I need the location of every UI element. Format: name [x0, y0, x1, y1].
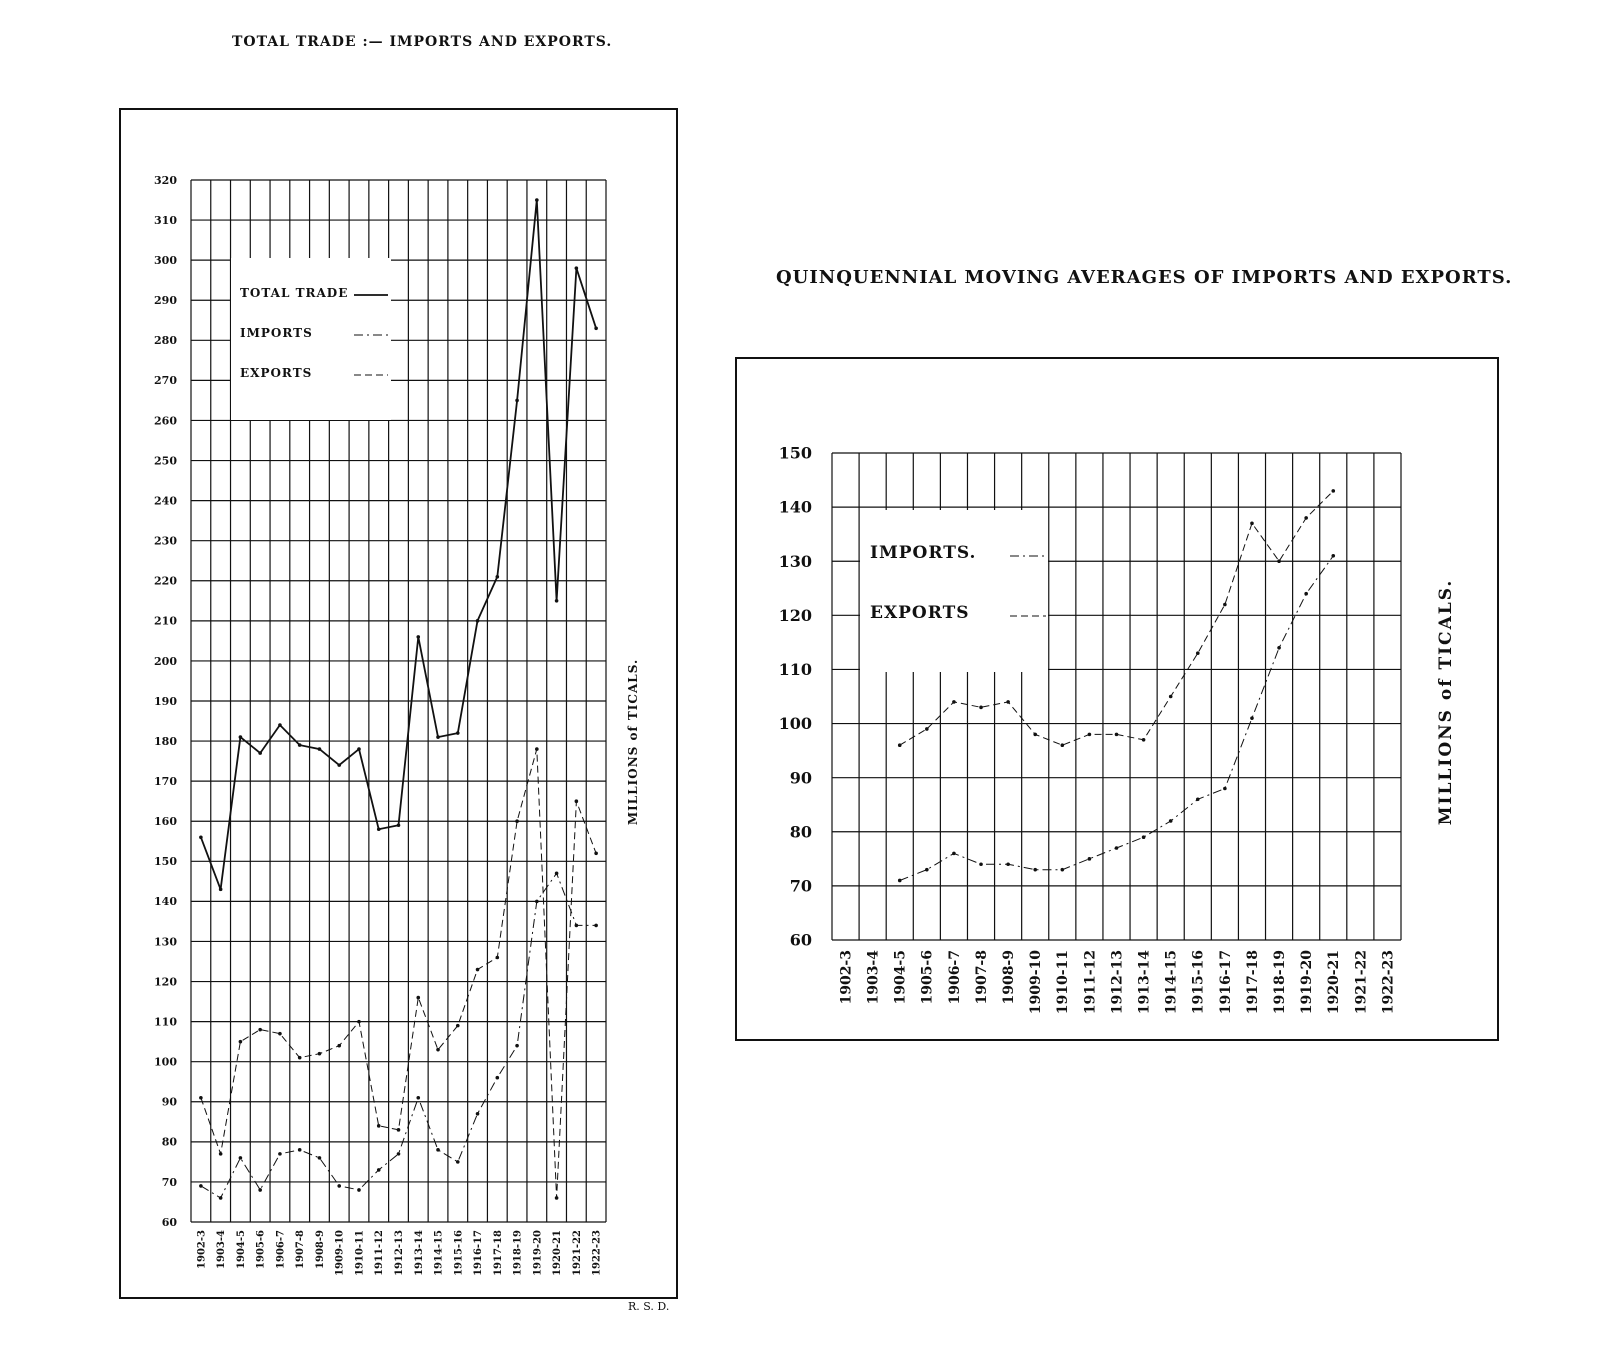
y-tick-label: 270	[154, 374, 177, 388]
data-point	[515, 1044, 519, 1048]
y-tick-label: 320	[154, 173, 177, 187]
legend-label: EXPORTS	[870, 603, 970, 623]
data-point	[377, 1124, 381, 1128]
data-point	[555, 872, 559, 876]
data-point	[219, 1196, 223, 1200]
data-point	[515, 819, 519, 823]
x-tick-label: 1920-21	[552, 1230, 564, 1276]
x-tick-label: 1911-12	[1082, 950, 1099, 1015]
data-point	[298, 1148, 302, 1152]
right-chart-frame	[736, 358, 1498, 1040]
x-tick-label: 1913-14	[413, 1230, 425, 1276]
data-point	[979, 862, 983, 866]
data-point	[1088, 857, 1092, 861]
y-tick-label: 80	[161, 1135, 177, 1149]
data-point	[199, 1096, 203, 1100]
y-tick-label: 90	[789, 768, 812, 788]
data-point	[1250, 716, 1254, 720]
data-point	[278, 1032, 282, 1036]
x-tick-label: 1921-22	[571, 1230, 583, 1276]
data-point	[1115, 733, 1119, 737]
data-point	[357, 747, 361, 751]
data-point	[416, 1096, 420, 1100]
y-tick-label: 290	[154, 294, 177, 308]
data-point	[357, 1188, 361, 1192]
data-point	[258, 751, 262, 755]
x-tick-label: 1919-20	[1299, 950, 1316, 1015]
y-tick-label: 110	[778, 660, 812, 680]
y-tick-label: 70	[161, 1175, 177, 1189]
data-point	[898, 743, 902, 747]
data-point	[535, 198, 539, 202]
data-point	[337, 1184, 341, 1188]
data-point	[1033, 733, 1037, 737]
data-point	[416, 635, 420, 639]
x-tick-label: 1904-5	[892, 950, 909, 1005]
x-tick-label: 1913-14	[1136, 950, 1153, 1015]
data-point	[456, 731, 460, 735]
y-tick-label: 230	[154, 534, 177, 548]
right-legend-box	[860, 510, 1048, 672]
data-point	[1142, 738, 1146, 742]
x-tick-label: 1908-9	[1001, 950, 1018, 1005]
y-tick-label: 200	[154, 654, 177, 668]
data-point	[318, 1156, 322, 1160]
data-point	[377, 827, 381, 831]
x-tick-label: 1917-18	[1244, 950, 1261, 1015]
y-tick-label: 90	[161, 1095, 177, 1109]
data-point	[594, 924, 598, 928]
x-tick-label: 1920-21	[1326, 950, 1343, 1015]
x-tick-label: 1904-5	[235, 1230, 247, 1269]
y-tick-label: 170	[154, 775, 177, 789]
left-y-axis-label: MILLIONS of TICALS.	[626, 658, 640, 826]
x-tick-label: 1907-8	[295, 1230, 307, 1269]
legend-label: TOTAL TRADE	[240, 286, 349, 300]
left-chart-title: TOTAL TRADE :— IMPORTS AND EXPORTS.	[232, 34, 613, 50]
data-point	[925, 868, 929, 872]
data-point	[239, 735, 243, 739]
data-point	[925, 727, 929, 731]
y-tick-label: 160	[154, 815, 177, 829]
x-tick-label: 1922-23	[591, 1230, 603, 1276]
data-point	[1331, 489, 1335, 493]
y-tick-label: 180	[154, 734, 177, 748]
data-point	[535, 747, 539, 751]
data-point	[318, 1052, 322, 1056]
data-point	[515, 399, 519, 403]
data-point	[1169, 695, 1173, 699]
x-tick-label: 1905-6	[919, 950, 936, 1005]
data-point	[575, 924, 579, 928]
y-tick-label: 70	[789, 876, 812, 896]
data-point	[219, 1152, 223, 1156]
data-point	[575, 799, 579, 803]
data-point	[397, 823, 401, 827]
data-point	[239, 1040, 243, 1044]
data-point	[199, 835, 203, 839]
y-tick-label: 120	[778, 605, 812, 625]
data-point	[1277, 646, 1281, 650]
x-tick-label: 1912-13	[394, 1230, 405, 1276]
data-point	[397, 1152, 401, 1156]
right-y-axis-label: MILLIONS of TICALS.	[1436, 578, 1456, 826]
data-point	[496, 956, 500, 960]
data-point	[298, 1056, 302, 1060]
x-tick-label: 1905-6	[255, 1230, 267, 1269]
left-chart-frame	[120, 109, 677, 1298]
y-tick-label: 190	[154, 694, 177, 708]
y-tick-label: 130	[154, 935, 177, 949]
y-tick-label: 280	[154, 334, 177, 348]
data-point	[555, 599, 559, 603]
legend-label: IMPORTS	[240, 326, 313, 340]
y-tick-label: 140	[778, 497, 812, 517]
series-line-imports	[201, 873, 596, 1198]
x-tick-label: 1909-10	[334, 1230, 346, 1276]
left-chart-y-ticks	[154, 174, 177, 1229]
x-tick-label: 1917-18	[492, 1230, 504, 1276]
x-tick-label: 1918-19	[512, 1230, 524, 1276]
data-point	[416, 996, 420, 1000]
data-point	[594, 851, 598, 855]
data-point	[1006, 862, 1010, 866]
y-tick-label: 100	[778, 714, 812, 734]
data-point	[436, 1148, 440, 1152]
y-tick-label: 150	[154, 855, 177, 869]
data-point	[898, 879, 902, 883]
data-point	[258, 1028, 262, 1032]
data-point	[1169, 819, 1173, 823]
data-point	[1304, 516, 1308, 520]
data-point	[397, 1128, 401, 1132]
y-tick-label: 130	[778, 551, 812, 571]
x-tick-label: 1906-7	[275, 1230, 287, 1269]
data-point	[979, 706, 983, 710]
y-tick-label: 120	[154, 975, 177, 989]
y-tick-label: 140	[154, 895, 177, 909]
data-point	[1331, 554, 1335, 558]
x-tick-label: 1916-17	[1217, 950, 1234, 1015]
x-tick-label: 1922-23	[1380, 950, 1397, 1015]
data-point	[1142, 835, 1146, 839]
data-point	[258, 1188, 262, 1192]
x-tick-label: 1906-7	[946, 950, 963, 1005]
x-tick-label: 1907-8	[973, 950, 990, 1005]
data-point	[476, 619, 480, 623]
author-initials: R. S. D.	[628, 1300, 670, 1313]
y-tick-label: 60	[789, 930, 812, 950]
data-point	[1196, 798, 1200, 802]
data-point	[357, 1020, 361, 1024]
x-tick-label: 1910-11	[1055, 950, 1072, 1015]
data-point	[1304, 592, 1308, 596]
data-point	[496, 575, 500, 579]
data-point	[476, 968, 480, 972]
data-point	[436, 735, 440, 739]
y-tick-label: 210	[154, 614, 177, 628]
x-tick-label: 1909-10	[1028, 950, 1045, 1015]
data-point	[1250, 522, 1254, 526]
y-tick-label: 310	[154, 213, 177, 227]
x-tick-label: 1912-13	[1109, 950, 1126, 1015]
x-tick-label: 1914-15	[433, 1230, 445, 1276]
data-point	[298, 743, 302, 747]
data-point	[337, 1044, 341, 1048]
data-point	[377, 1168, 381, 1172]
data-point	[456, 1024, 460, 1028]
x-tick-label: 1921-22	[1353, 950, 1370, 1015]
data-point	[575, 266, 579, 270]
x-tick-label: 1902-3	[838, 950, 855, 1005]
data-point	[1223, 787, 1227, 791]
data-point	[1006, 700, 1010, 704]
data-point	[199, 1184, 203, 1188]
y-tick-label: 250	[154, 454, 177, 468]
x-tick-label: 1915-16	[1190, 950, 1207, 1015]
data-point	[496, 1076, 500, 1080]
legend-label: IMPORTS.	[870, 543, 977, 563]
data-point	[239, 1156, 243, 1160]
right-chart-title: QUINQUENNIAL MOVING AVERAGES OF IMPORTS AND EXPORTS.	[776, 267, 1513, 288]
data-point	[278, 1152, 282, 1156]
x-tick-label: 1915-16	[453, 1230, 465, 1276]
data-point	[1223, 603, 1227, 607]
y-tick-label: 260	[154, 414, 177, 428]
data-point	[1061, 743, 1065, 747]
x-tick-label: 1914-15	[1163, 950, 1180, 1015]
data-point	[952, 852, 956, 856]
data-point	[278, 723, 282, 727]
data-point	[337, 763, 341, 767]
x-tick-label: 1919-20	[532, 1230, 544, 1276]
y-tick-label: 220	[154, 574, 177, 588]
x-tick-label: 1908-9	[314, 1230, 326, 1269]
data-point	[1033, 868, 1037, 872]
data-point	[1088, 733, 1092, 737]
x-tick-label: 1910-11	[354, 1230, 366, 1276]
data-point	[456, 1160, 460, 1164]
data-point	[1061, 868, 1065, 872]
x-tick-label: 1918-19	[1271, 950, 1288, 1015]
x-tick-label: 1916-17	[473, 1230, 485, 1276]
y-tick-label: 300	[154, 254, 177, 268]
data-point	[535, 900, 539, 904]
y-tick-label: 100	[154, 1055, 177, 1069]
right-chart-y-ticks	[779, 444, 812, 950]
y-tick-label: 240	[154, 494, 177, 508]
left-chart-x-ticks	[196, 1230, 602, 1276]
data-point	[1115, 846, 1119, 850]
x-tick-label: 1903-4	[216, 1230, 228, 1269]
y-tick-label: 150	[778, 443, 812, 463]
data-point	[1277, 559, 1281, 563]
x-tick-label: 1903-4	[865, 950, 882, 1005]
data-point	[219, 888, 223, 892]
y-tick-label: 80	[789, 822, 812, 842]
data-point	[952, 700, 956, 704]
data-point	[1196, 651, 1200, 655]
data-point	[594, 326, 598, 330]
legend-label: EXPORTS	[240, 366, 313, 380]
y-tick-label: 110	[154, 1015, 177, 1029]
y-tick-label: 60	[161, 1215, 177, 1229]
data-point	[555, 1196, 559, 1200]
x-tick-label: 1911-12	[374, 1230, 386, 1276]
data-point	[476, 1112, 480, 1116]
data-point	[318, 747, 322, 751]
right-chart-x-ticks	[838, 950, 1396, 1015]
data-point	[436, 1048, 440, 1052]
x-tick-label: 1902-3	[196, 1230, 208, 1269]
